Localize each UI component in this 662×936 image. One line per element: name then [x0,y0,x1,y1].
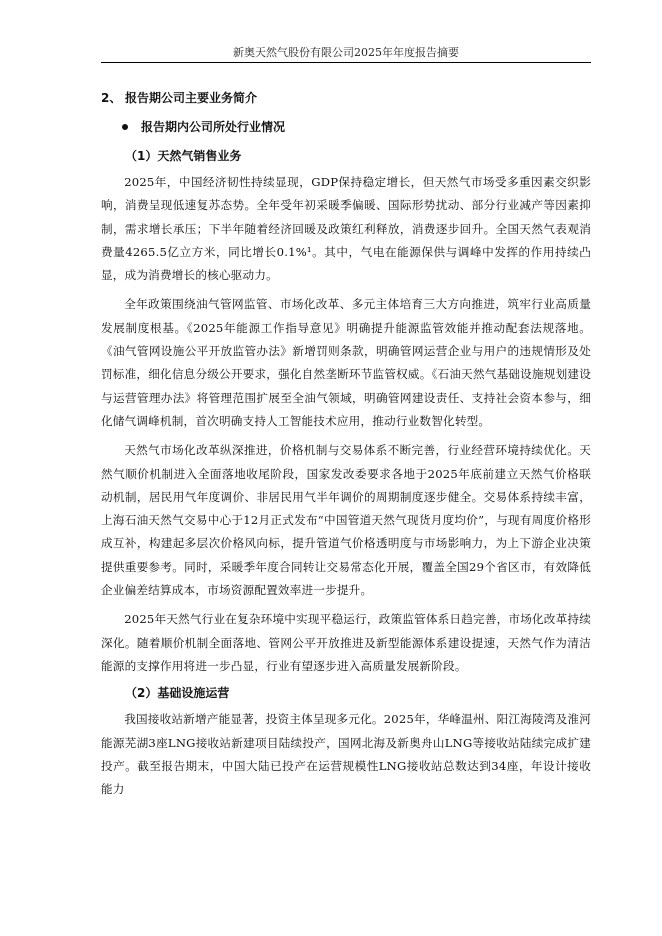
paragraph: 2025年，中国经济韧性持续显现，GDP保持稳定增长，但天然气市场受多重因素交织影响，消费呈现低速复苏态势。全年受年初采暖季偏暖、国际形势扰动、部分行业减产等因素抑制，需求增长承压；下半年随着经济回暖及政策红利释放，消费逐步回升。全国天然气表观消费量4265.5亿立方米，同比增长0.1%¹。其中，气电在能源保供与调峰中发挥的作用持续凸显，成为消费增长的核心驱动力。 [101,175,591,283]
header-rule [101,62,591,63]
page-header: 新奥天然气股份有限公司2025年年度报告摘要 [233,46,459,59]
subsection-heading-gas-sales: （1）天然气销售业务 [125,149,242,163]
bullet-heading [122,118,591,136]
section-title: 报告期公司主要业务简介 [125,91,258,105]
bullet-title: 报告期内公司所处行业情况 [141,120,286,134]
paragraph: 2025年天然气行业在复杂环境中实现平稳运行，政策监管体系日趋完善，市场化改革持续深化。随着顺价机制全面落地、管网公平开放推进及新型能源体系建设提速，天然气作为清洁能源的支撑作用将进一步凸显，行业有望逐步进入高质量发展新阶段。 [101,612,591,673]
paragraph: 天然气市场化改革纵深推进，价格机制与交易体系不断完善，行业经营环境持续优化。天然气顺价机制进入全面落地收尾阶段，国家发改委要求各地于2025年底前建立天然气价格联动机制，居民用气年度调价、非居民用气半年调价的周期制度逐步健全。交易体系持续丰富，上海石油天然气交易中心于12月正式发布“中国管道天然气现货月度均价”，与现有周度价格形成互补，构建起多层次价格风向标，提升管道气价格透明度与市场影响力，为上下游企业决策提供重要参考。同时，采暖季年度合同转让交易常态化开展，覆盖全国29个省区市，有效降低企业偏差结算成本，市场资源配置效率进一步提升。 [101,443,591,598]
paragraph: 全年政策围绕油气管网监管、市场化改革、多元主体培育三大方向推进，筑牢行业高质量发展制度根基。《2025年能源工作指导意见》明确提升能源监管效能并推动配套法规落地。《油气管网设施公平开放监管办法》新增罚则条款，明确管网运营企业与用户的违规情形及处罚标准，细化信息分级公开要求，强化自然垄断环节监管权威。《石油天然气基础设施规划建设与运营管理办法》将管理范围扩展至全油气领域，明确管网建设责任、支持社会资本参与，细化储气调峰机制，首次明确支持人工智能技术应用，推动行业数智化转型。 [101,297,591,428]
subsection-heading-infrastructure: （2）基础设施运营 [125,686,230,701]
paragraph: 我国接收站新增产能显著，投资主体呈现多元化。2025年，华峰温州、阳江海陵湾及淮河能源芜湖3座LNG接收站新建项目陆续投产，国网北海及新奥舟山LNG等接收站陆续完成扩建投产。截至报告期末，中国大陆已投产在运营规模性LNG接收站总数达到34座，年设计接收能力 [101,712,591,797]
document-body [101,89,591,807]
section-number: 2、 [101,91,122,105]
bullet-dot-icon [122,124,128,130]
section-heading [101,89,591,107]
